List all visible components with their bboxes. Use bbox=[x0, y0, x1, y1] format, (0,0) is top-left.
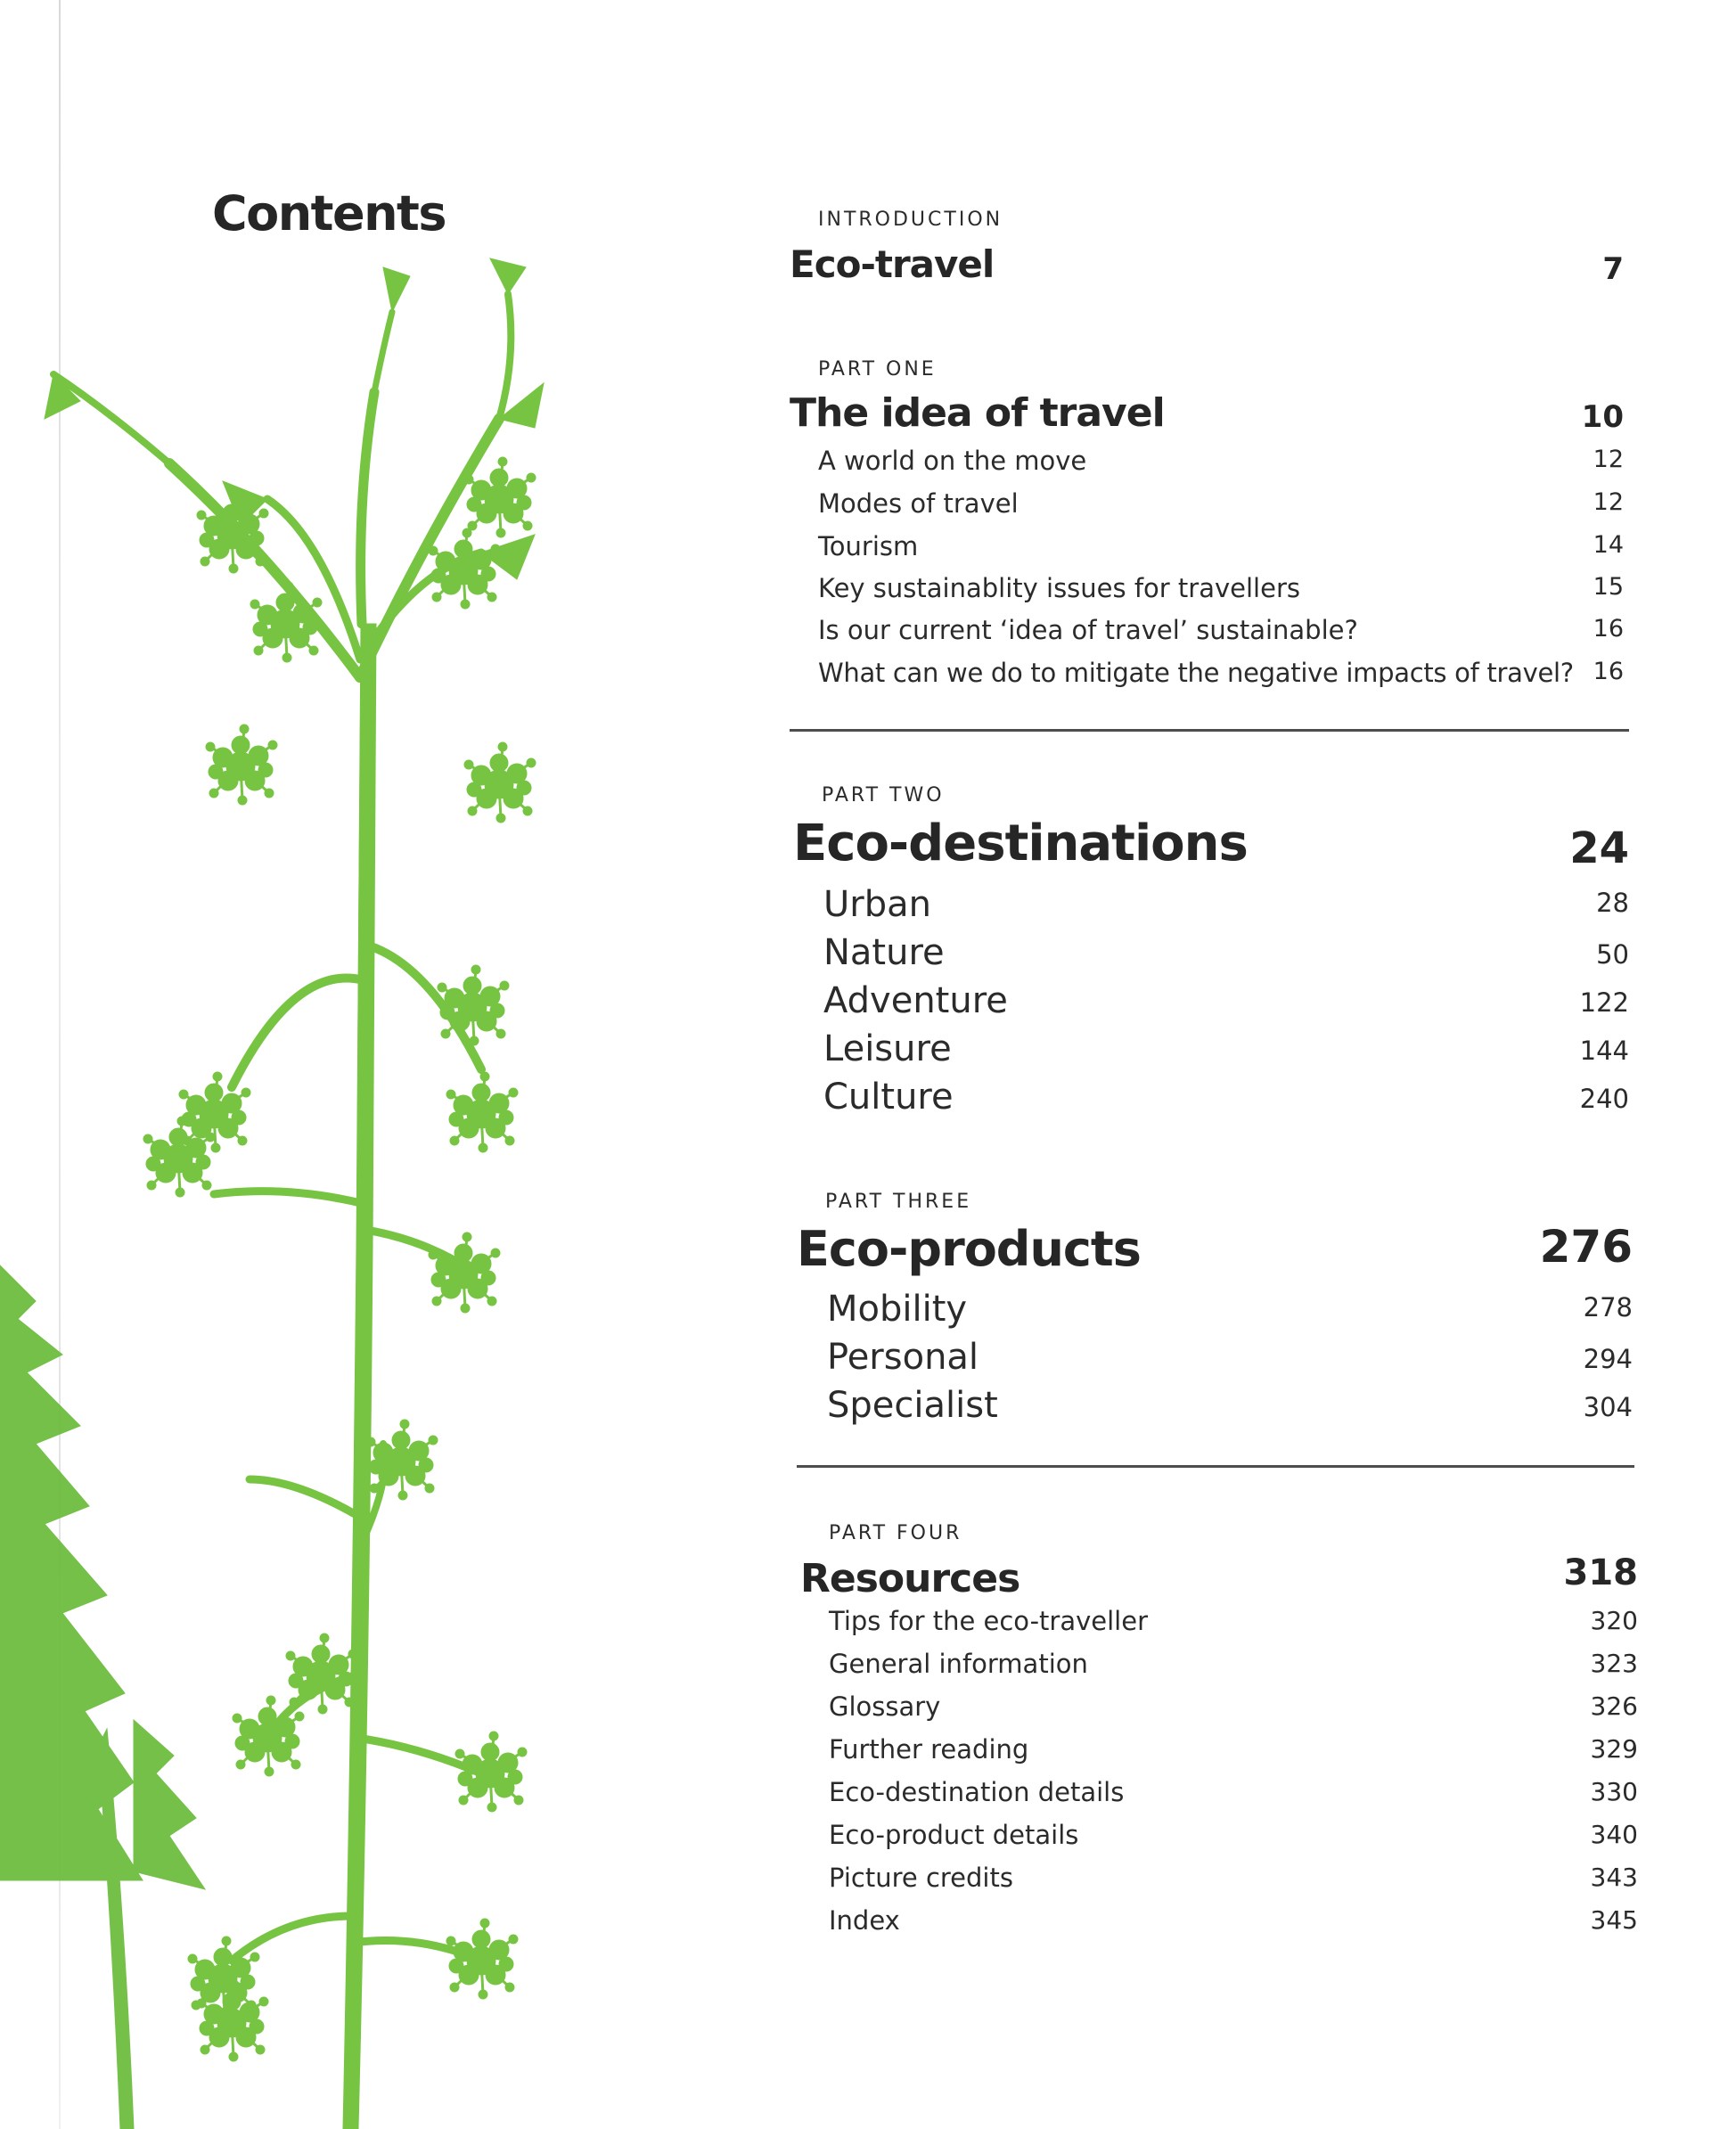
toc-entry-label: Is our current ‘idea of travel’ sustainable? bbox=[818, 615, 1358, 645]
toc-entry-page: 304 bbox=[1583, 1392, 1633, 1422]
toc-entry-label: Picture credits bbox=[829, 1863, 1013, 1893]
toc-entry-label: Modes of travel bbox=[818, 488, 1019, 519]
toc-entry-page: 122 bbox=[1579, 987, 1629, 1018]
toc-entry-label: Key sustainablity issues for travellers bbox=[818, 573, 1300, 603]
toc-entry[interactable] bbox=[793, 932, 1629, 977]
toc-entry[interactable] bbox=[800, 1820, 1638, 1855]
toc-entry-label: Adventure bbox=[823, 980, 1008, 1021]
toc-entry-page: 240 bbox=[1579, 1084, 1629, 1114]
toc-entry[interactable] bbox=[793, 1077, 1629, 1121]
toc-entry-label: Culture bbox=[823, 1077, 954, 1118]
toc-entry[interactable] bbox=[800, 1734, 1638, 1770]
section-kicker: PART ONE bbox=[818, 358, 937, 381]
toc-entry-page: 28 bbox=[1596, 888, 1629, 918]
toc-entry-label: Personal bbox=[827, 1337, 979, 1378]
section-heading[interactable]: Eco-destinations bbox=[793, 815, 1248, 872]
section-part-three bbox=[797, 1187, 1633, 1437]
toc-entry[interactable] bbox=[790, 446, 1624, 481]
toc-entry-page: 320 bbox=[1590, 1606, 1638, 1635]
section-heading[interactable]: The idea of travel bbox=[790, 390, 1165, 436]
toc-entry-page: 12 bbox=[1593, 488, 1624, 516]
toc-entry[interactable] bbox=[800, 1649, 1638, 1684]
toc-entry-page: 14 bbox=[1593, 531, 1624, 559]
toc-entry-label: Further reading bbox=[829, 1734, 1029, 1765]
toc-entry[interactable] bbox=[793, 1028, 1629, 1073]
toc-entry-page: 12 bbox=[1593, 446, 1624, 473]
toc-entry-page: 15 bbox=[1593, 573, 1624, 601]
section-divider bbox=[790, 729, 1629, 732]
toc-entry-page: 16 bbox=[1593, 658, 1624, 685]
toc-entry-page: 16 bbox=[1593, 615, 1624, 643]
toc-entry[interactable] bbox=[790, 615, 1624, 651]
toc-entry-page: 343 bbox=[1590, 1863, 1638, 1892]
toc-entry-label: Eco-product details bbox=[829, 1820, 1079, 1850]
toc-entry-label: What can we do to mitigate the negative impacts of travel? bbox=[818, 658, 1574, 688]
section-part-one bbox=[790, 355, 1624, 693]
toc-entry-label: Eco-destination details bbox=[829, 1777, 1125, 1807]
section-kicker: PART TWO bbox=[822, 784, 945, 807]
toc-entry[interactable] bbox=[800, 1777, 1638, 1813]
toc-entry-page: 340 bbox=[1590, 1820, 1638, 1849]
toc-entry-label: Tourism bbox=[818, 531, 919, 561]
toc-entry-page: 326 bbox=[1590, 1691, 1638, 1721]
toc-entry-label: Urban bbox=[823, 884, 931, 925]
toc-entry-page: 294 bbox=[1583, 1344, 1633, 1374]
toc-entry-label: Mobility bbox=[827, 1289, 968, 1330]
page-title: Contents bbox=[212, 185, 446, 242]
toc-entry-page: 50 bbox=[1596, 939, 1629, 970]
toc-entry-label: Index bbox=[829, 1905, 900, 1936]
toc-entry-page: 278 bbox=[1583, 1292, 1633, 1322]
toc-entry-page: 330 bbox=[1590, 1777, 1638, 1806]
toc-entry[interactable] bbox=[790, 531, 1624, 567]
toc-entry-label: Glossary bbox=[829, 1691, 941, 1722]
section-introduction bbox=[790, 205, 1624, 294]
toc-entry-page: 345 bbox=[1590, 1905, 1638, 1935]
section-kicker: PART FOUR bbox=[829, 1522, 962, 1544]
toc-entry[interactable] bbox=[790, 658, 1624, 693]
toc-entry[interactable] bbox=[797, 1337, 1633, 1381]
section-heading[interactable]: Eco-products bbox=[797, 1221, 1141, 1277]
toc-entry-label: Leisure bbox=[823, 1028, 952, 1069]
toc-entry-label: Tips for the eco-traveller bbox=[829, 1606, 1148, 1636]
section-kicker: INTRODUCTION bbox=[818, 209, 1003, 231]
section-heading[interactable]: Eco-travel bbox=[790, 242, 995, 286]
toc-entry-label: General information bbox=[829, 1649, 1088, 1679]
toc-entry-label: Nature bbox=[823, 932, 945, 973]
toc-entry[interactable] bbox=[800, 1606, 1638, 1642]
toc-entry[interactable] bbox=[793, 884, 1629, 929]
section-page-number: 7 bbox=[1602, 251, 1624, 287]
section-part-two bbox=[793, 781, 1629, 1128]
section-divider bbox=[797, 1465, 1634, 1468]
toc-entry[interactable] bbox=[797, 1289, 1633, 1333]
toc-entry-label: Specialist bbox=[827, 1385, 998, 1426]
toc-entry-page: 144 bbox=[1579, 1036, 1629, 1066]
toc-entry[interactable] bbox=[800, 1691, 1638, 1727]
toc-entry[interactable] bbox=[790, 488, 1624, 524]
section-page-number: 318 bbox=[1563, 1552, 1638, 1593]
toc-entry-page: 329 bbox=[1590, 1734, 1638, 1764]
toc-entry[interactable] bbox=[793, 980, 1629, 1025]
toc-entry-page: 323 bbox=[1590, 1649, 1638, 1678]
toc-entry[interactable] bbox=[800, 1863, 1638, 1898]
toc-entry[interactable] bbox=[790, 573, 1624, 609]
section-heading[interactable]: Resources bbox=[800, 1556, 1020, 1601]
section-page-number: 10 bbox=[1581, 399, 1624, 435]
section-page-number: 276 bbox=[1539, 1221, 1633, 1273]
toc-entry-label: A world on the move bbox=[818, 446, 1087, 476]
toc-entry[interactable] bbox=[797, 1385, 1633, 1429]
section-kicker: PART THREE bbox=[825, 1191, 972, 1213]
section-page-number: 24 bbox=[1569, 823, 1629, 873]
section-part-four bbox=[800, 1519, 1638, 1946]
toc-entry[interactable] bbox=[800, 1905, 1638, 1941]
